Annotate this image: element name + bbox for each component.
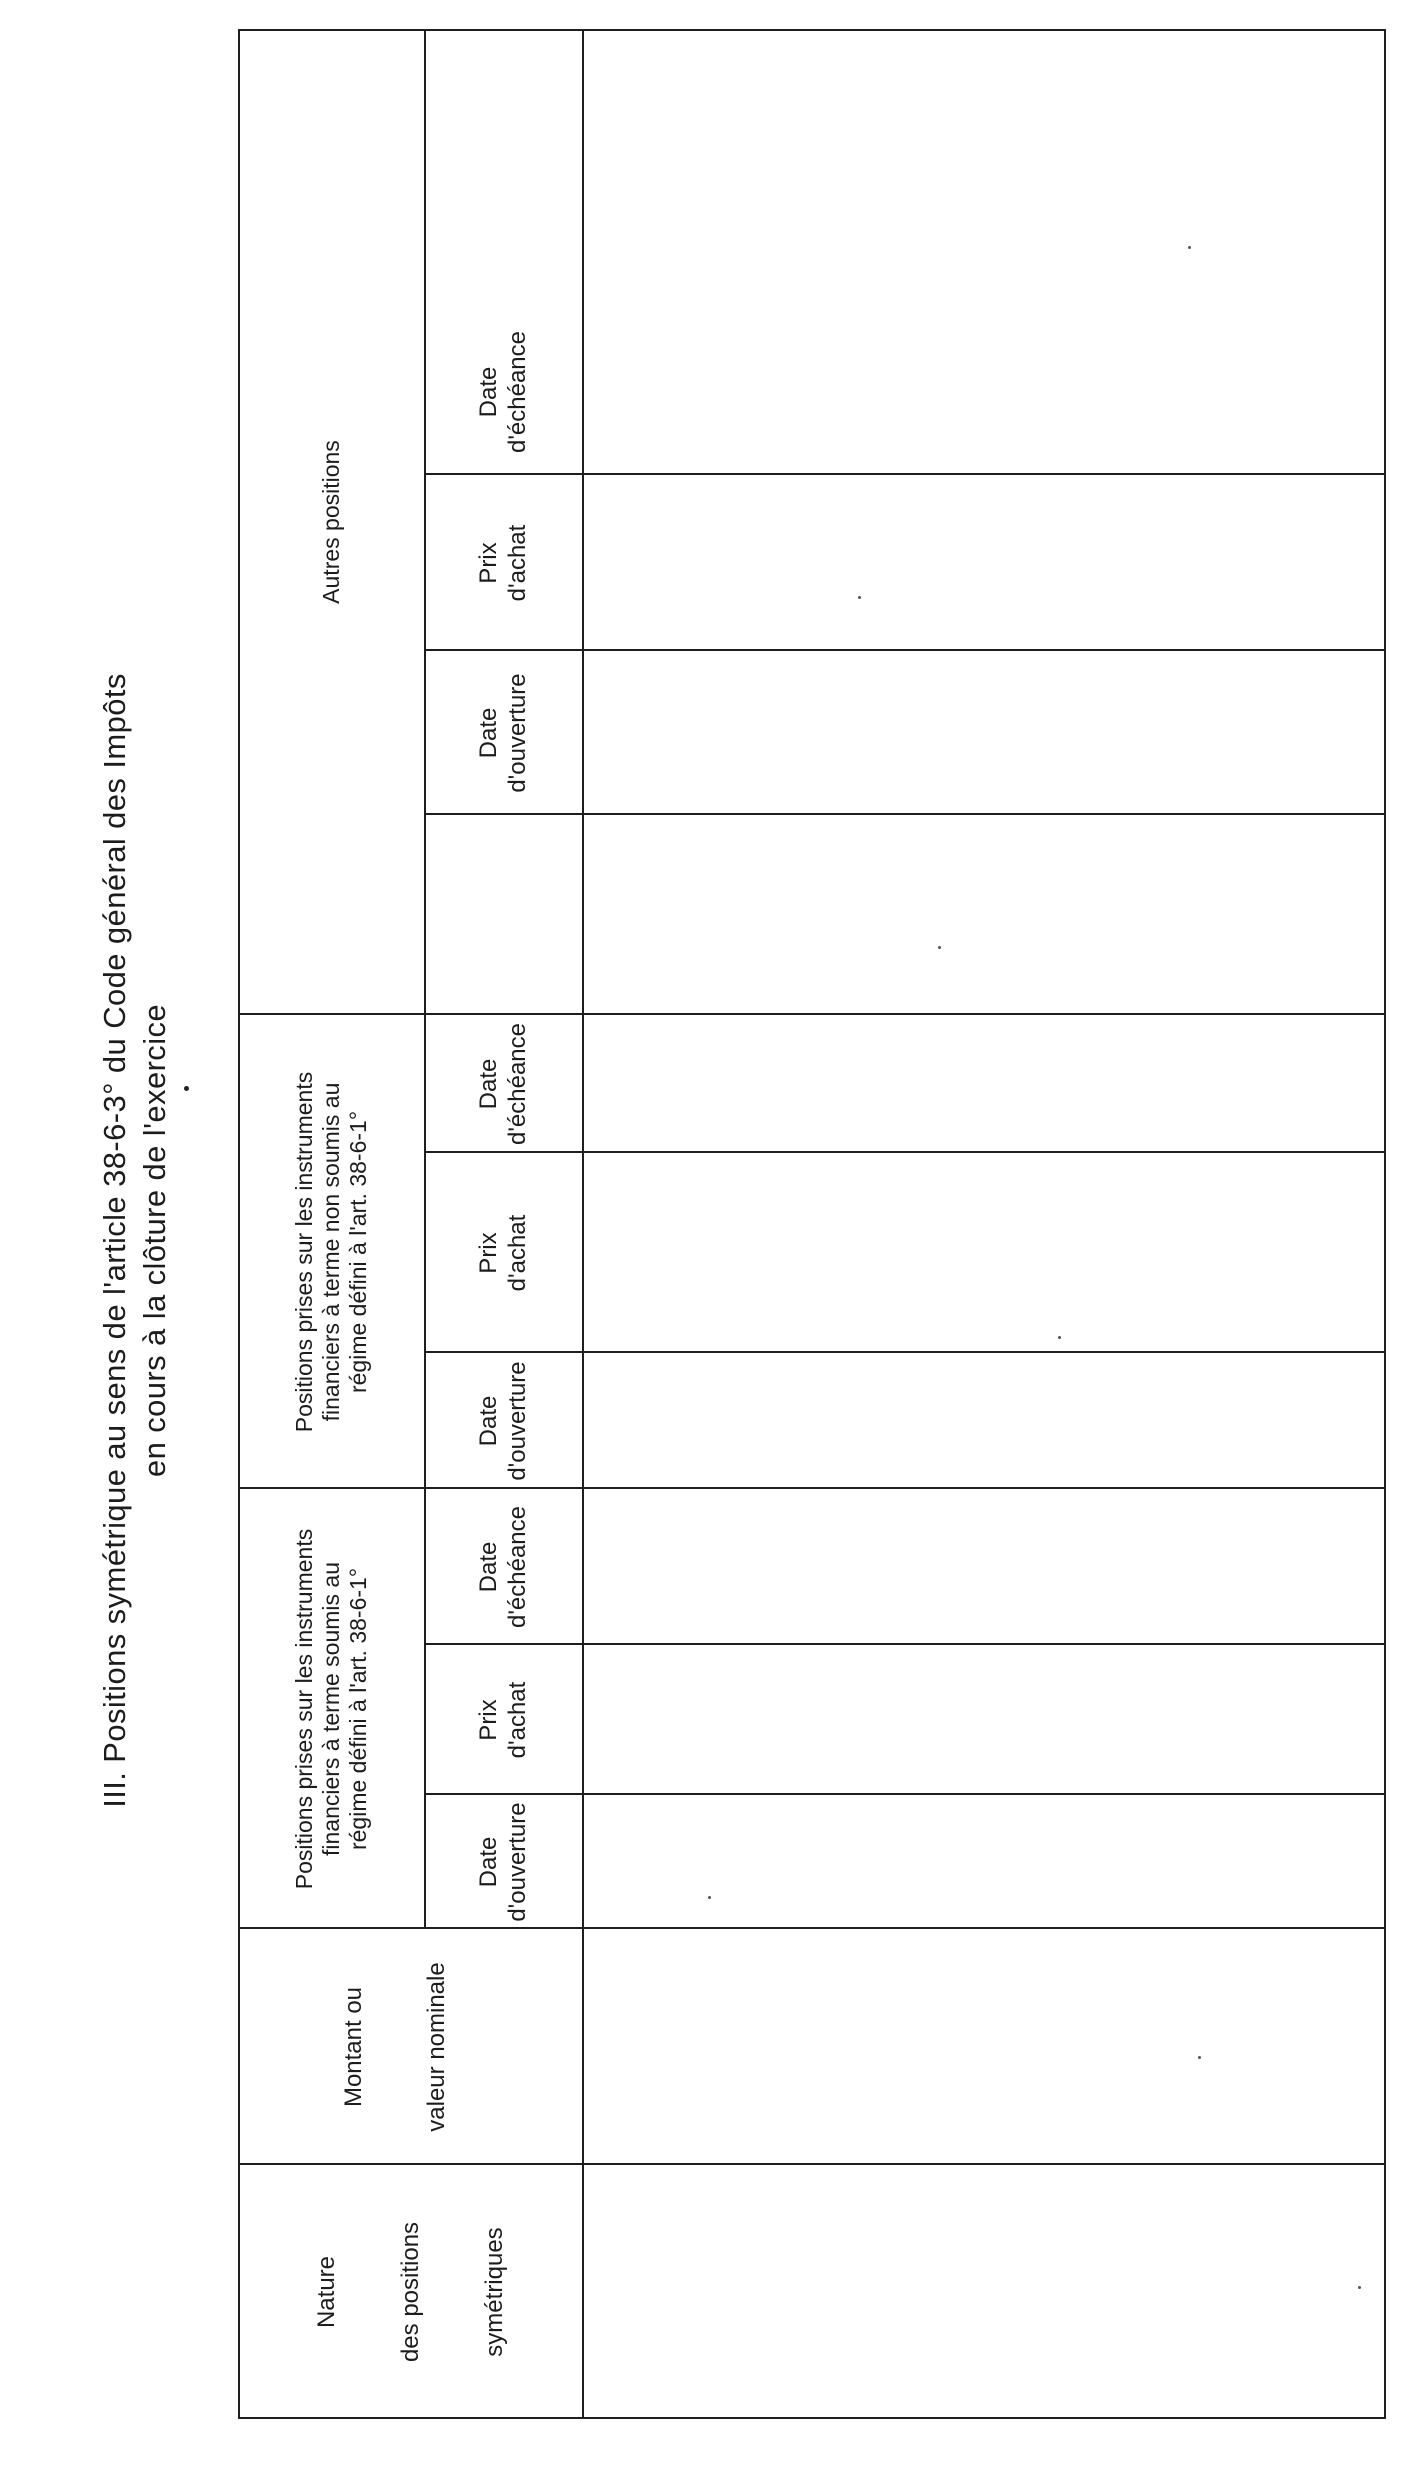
header-group-soumis: Positions prises sur les instruments financiers à terme soumis au régime défini à l'art. 38-6-1° <box>290 1528 371 1890</box>
header-group-autres: Autres positions <box>317 440 344 604</box>
soumis-date-ouverture-entry[interactable] <box>584 1795 1384 1927</box>
scan-speck <box>1188 246 1191 249</box>
autres-unlabeled-entry[interactable] <box>584 815 1384 1013</box>
autres-date-echeance-entry[interactable] <box>584 309 1384 473</box>
scan-speck <box>858 596 861 599</box>
montant-entry-area[interactable] <box>584 1929 1384 2163</box>
header-nature-line1: Nature <box>312 2255 340 2329</box>
scan-speck <box>1058 1336 1061 1339</box>
symmetric-positions-table <box>238 29 1386 2419</box>
header-autres-date-ouverture: Date d'ouverture <box>475 673 531 793</box>
header-montant <box>238 1929 582 2165</box>
non-soumis-prix-achat-entry[interactable] <box>584 1153 1384 1351</box>
header-montant-line2: valeur nominale <box>423 1962 450 2132</box>
table-border-bottom <box>1384 29 1386 2419</box>
header-nature-line2: des positions <box>396 2221 424 2363</box>
header-autres-date-echeance: Date d'échéance <box>475 331 531 454</box>
scan-dot <box>184 1086 189 1091</box>
header-soumis-date-ouverture: Date d'ouverture <box>475 1802 531 1922</box>
non-soumis-date-echeance-entry[interactable] <box>584 1015 1384 1151</box>
soumis-prix-achat-entry[interactable] <box>584 1645 1384 1793</box>
scan-speck <box>708 1896 711 1899</box>
nature-entry-area[interactable] <box>584 2165 1384 2417</box>
header-non-soumis-date-echeance: Date d'échéance <box>475 1023 531 1146</box>
autres-prix-achat-entry[interactable] <box>584 475 1384 649</box>
header-montant-line1: Montant ou <box>340 1986 367 2108</box>
header-nature-line3: symétriques <box>480 2227 508 2357</box>
scan-speck <box>1358 2286 1361 2289</box>
non-soumis-date-ouverture-entry[interactable] <box>584 1353 1384 1487</box>
scan-speck <box>1198 2056 1201 2059</box>
soumis-date-echeance-entry[interactable] <box>584 1489 1384 1643</box>
header-non-soumis-date-ouverture: Date d'ouverture <box>475 1361 531 1481</box>
scan-speck <box>938 946 941 949</box>
header-group-non-soumis: Positions prises sur les instruments financiers à terme non soumis au régime défini à l'art. 38-6-1° <box>290 1071 371 1433</box>
header-nature <box>238 2165 582 2419</box>
form-subtitle: en cours à la clôture de l'exercice <box>137 1003 172 1478</box>
form-title: III. Positions symétrique au sens de l'article 38-6-3° du Code général des Impôts <box>97 673 132 1808</box>
header-non-soumis-prix-achat: Prix d'achat <box>475 1214 531 1292</box>
header-soumis-prix-achat: Prix d'achat <box>475 1681 531 1759</box>
autres-extra-entry[interactable] <box>584 31 1384 307</box>
header-autres-prix-achat: Prix d'achat <box>475 524 531 602</box>
header-soumis-date-echeance: Date d'échéance <box>475 1506 531 1629</box>
autres-date-ouverture-entry[interactable] <box>584 651 1384 813</box>
